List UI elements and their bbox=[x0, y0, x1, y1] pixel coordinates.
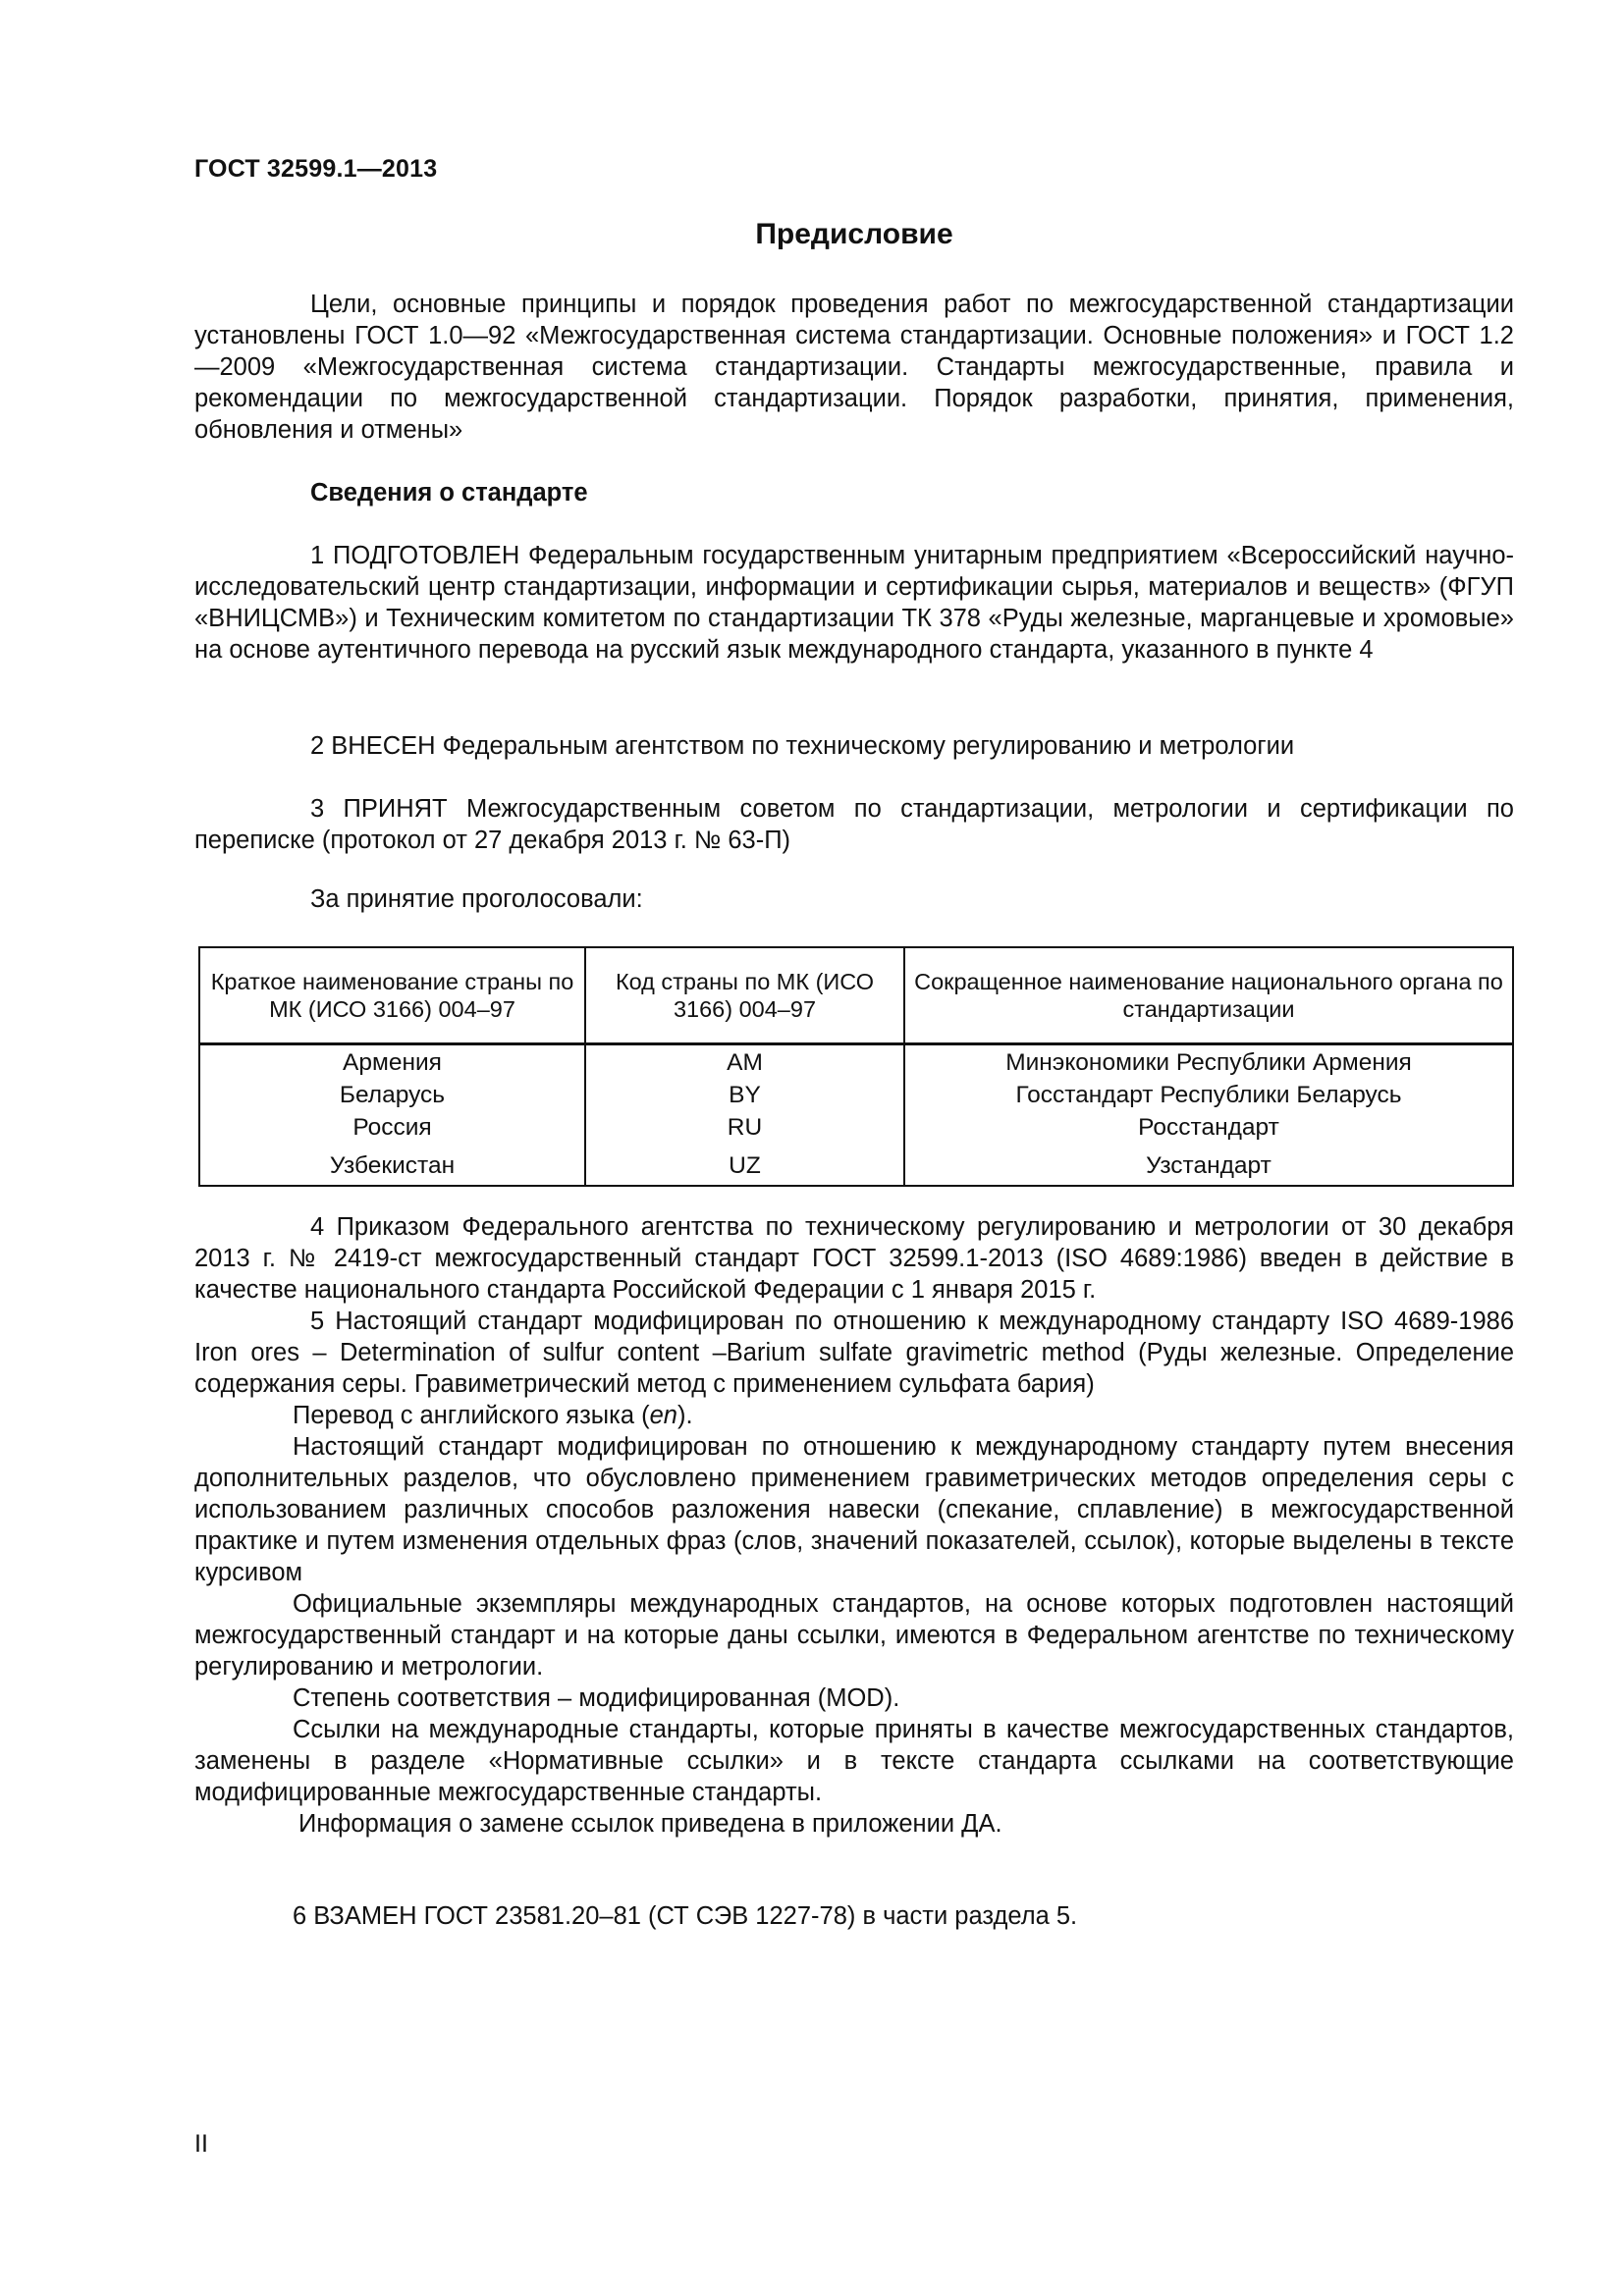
header-national-body: Сокращенное наименование национального органа по стандартизации bbox=[904, 947, 1513, 1044]
cell-code: BY bbox=[585, 1078, 904, 1110]
cell-body: Госстандарт Республики Беларусь bbox=[904, 1078, 1513, 1110]
table-row bbox=[199, 1143, 1513, 1186]
references-paragraph: Ссылки на международные стандарты, которые приняты в качестве межгосударственных стандартов, заменены в разделе «Нормативные ссылки» и в тексте стандарта ссылками на соответствующие модифицированные межгосударственные стандарты. bbox=[194, 1716, 1514, 1806]
translation-note bbox=[293, 1400, 693, 1431]
item-1-paragraph: 1 ПОДГОТОВЛЕН Федеральным государственным унитарным предприятием «Всероссийский научно-исследовательский центр стандартизации, информации и сертификации сырья, материалов и веществ» (ФГУП «ВНИЦСМВ») и Техническим комитетом по стандартизации ТК 378 «Руды железные, марганцевые и хромовые» на основе аутентичного перевода на русский язык международного стандарта, указанного в пункте 4 bbox=[194, 542, 1514, 664]
translation-lang: en bbox=[649, 1402, 677, 1429]
cell-code: UZ bbox=[585, 1143, 904, 1186]
cell-country: Узбекистан bbox=[199, 1143, 585, 1186]
conformity-note: Степень соответствия – модифицированная (MOD). bbox=[293, 1684, 900, 1712]
cell-country: Армения bbox=[199, 1044, 585, 1079]
translation-suffix: ). bbox=[677, 1402, 693, 1429]
page-title: Предисловие bbox=[755, 218, 953, 250]
section-subheading: Сведения о стандарте bbox=[310, 479, 588, 507]
cell-code: RU bbox=[585, 1110, 904, 1143]
item-5-paragraph: 5 Настоящий стандарт модифицирован по отношению к международному стандарту ISO 4689-1986 Iron ores – Determination of sulfur content –Barium sulfate gravimetric method (Руды железные. Определение содержания серы. Гравиметрический метод с применением сульфата бария) bbox=[194, 1308, 1514, 1398]
table-header-row bbox=[199, 947, 1513, 1044]
translation-prefix: Перевод с английского языка ( bbox=[293, 1402, 650, 1429]
header-country-name: Краткое наименование страны по МК (ИСО 3166) 004–97 bbox=[199, 947, 585, 1044]
cell-country: Россия bbox=[199, 1110, 585, 1143]
cell-body: Росстандарт bbox=[904, 1110, 1513, 1143]
voted-label: За принятие проголосовали: bbox=[310, 885, 643, 913]
intro-paragraph: Цели, основные принципы и порядок проведения работ по межгосударственной стандартизации установлены ГОСТ 1.0—92 «Межгосударственная система стандартизации. Основные положения» и ГОСТ 1.2—2009 «Межгосударственная система стандартизации. Стандарты межгосударственные, правила и рекомендации по межгосударственной стандартизации. Порядок разработки, принятия, применения, обновления и отмены» bbox=[194, 291, 1514, 444]
table-row bbox=[199, 1078, 1513, 1110]
item-4-paragraph: 4 Приказом Федерального агентства по техническому регулированию и метрологии от 30 декабря 2013 г. № 2419-ст межгосударственный стандарт ГОСТ 32599.1-2013 (ISO 4689:1986) введен в действие в качестве национального стандарта Российской Федерации с 1 января 2015 г. bbox=[194, 1213, 1514, 1304]
table-row bbox=[199, 1044, 1513, 1079]
header-country-code: Код страны по МК (ИСО 3166) 004–97 bbox=[585, 947, 904, 1044]
item-3-paragraph: 3 ПРИНЯТ Межгосударственным советом по стандартизации, метрологии и сертификации по переписке (протокол от 27 декабря 2013 г. № 63-П) bbox=[194, 795, 1514, 854]
member-states-table bbox=[198, 946, 1514, 1187]
document-code-header: ГОСТ 32599.1—2013 bbox=[194, 155, 438, 183]
references-info-note: Информация о замене ссылок приведена в приложении ДА. bbox=[298, 1810, 1002, 1838]
cell-body: Минэкономики Республики Армения bbox=[904, 1044, 1513, 1079]
item-6-paragraph: 6 ВЗАМЕН ГОСТ 23581.20–81 (СТ СЭВ 1227-78) в части раздела 5. bbox=[293, 1902, 1078, 1930]
cell-country: Беларусь bbox=[199, 1078, 585, 1110]
modification-paragraph: Настоящий стандарт модифицирован по отношению к международному стандарту путем внесения дополнительных разделов, что обусловлено применением гравиметрических методов определения серы с использованием различных способов разложения навески (спекание, сплавление) в межгосударственной практике и путем изменения отдельных фраз (слов, значений показателей, ссылок), которые выделены в тексте курсивом bbox=[194, 1433, 1514, 1586]
cell-code: AM bbox=[585, 1044, 904, 1079]
item-2-paragraph: 2 ВНЕСЕН Федеральным агентством по техническому регулированию и метрологии bbox=[310, 732, 1295, 760]
table-row bbox=[199, 1110, 1513, 1143]
official-copies-paragraph: Официальные экземпляры международных стандартов, на основе которых подготовлен настоящий межгосударственный стандарт и на которые даны ссылки, имеются в Федеральном агентстве по техническому регулированию и метрологии. bbox=[194, 1590, 1514, 1681]
page-number: II bbox=[194, 2130, 208, 2158]
cell-body: Узстандарт bbox=[904, 1143, 1513, 1186]
